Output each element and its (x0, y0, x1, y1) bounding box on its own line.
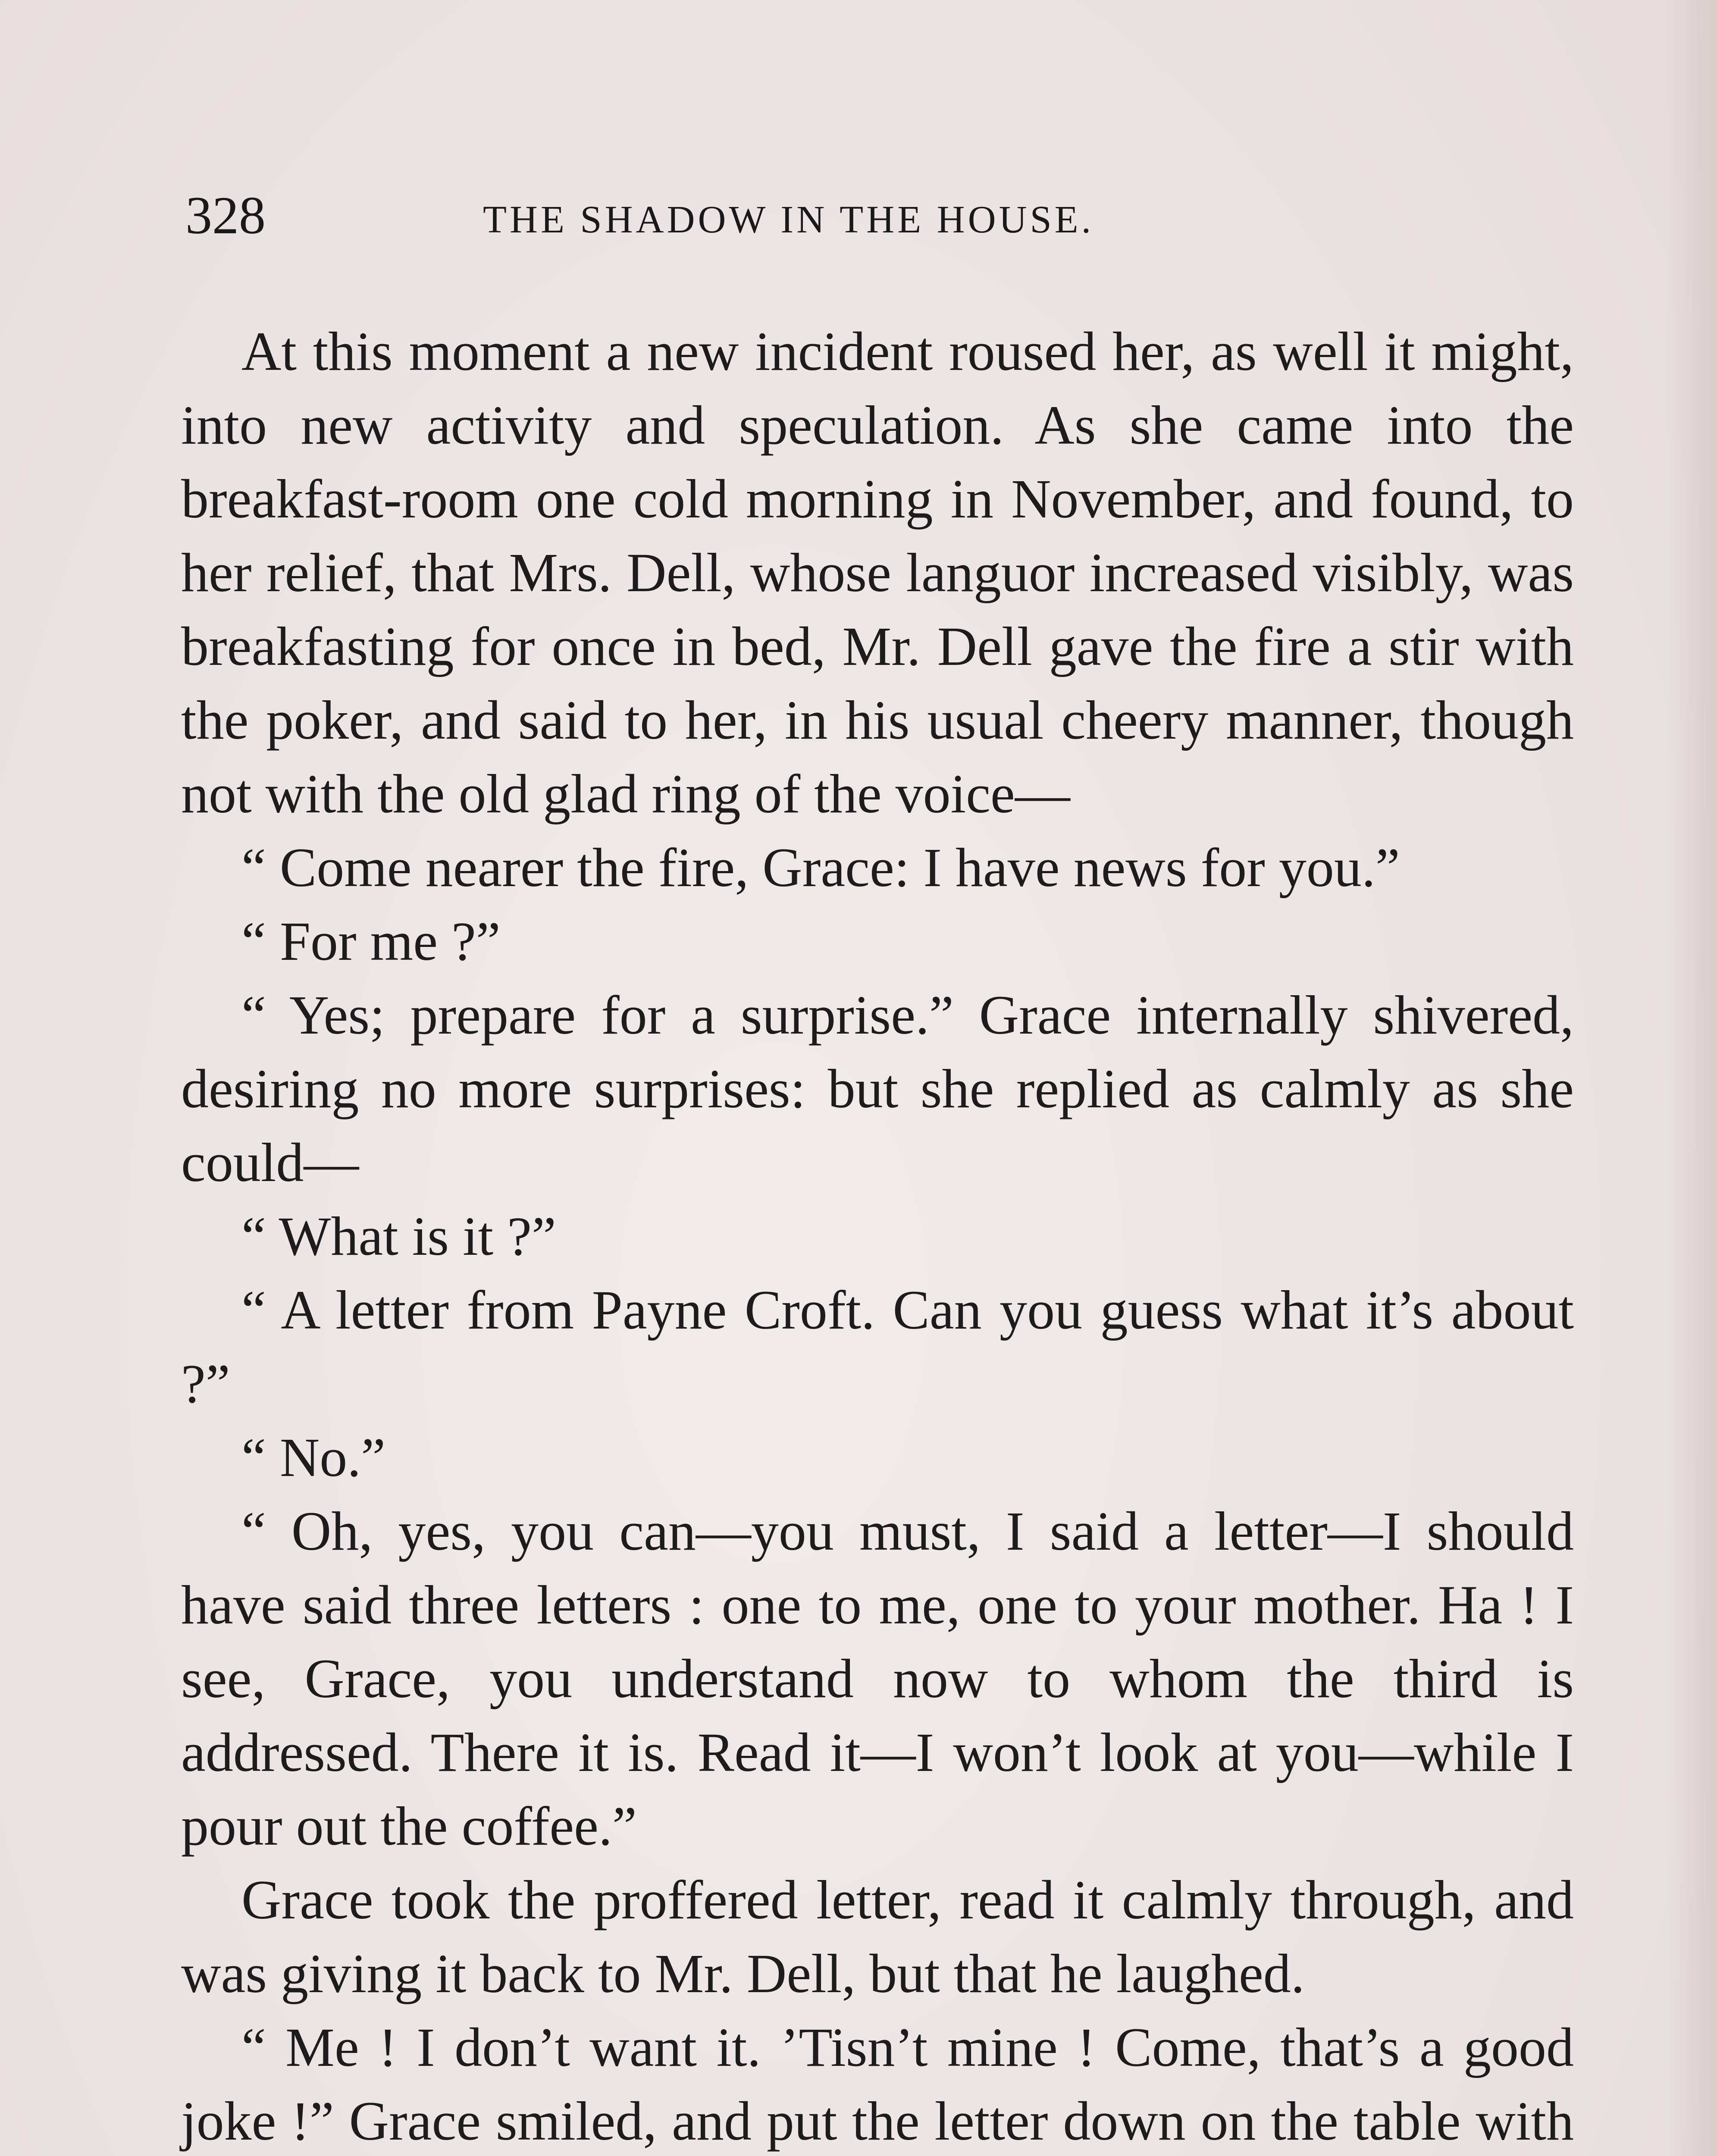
paragraph: “ Oh, yes, you can—you must, I said a letter—I should have said three letters : one to me, one to your mother. Ha ! I see, Grace, you understand now to whom the third is addressed. There it is. Read it—I won’t look at you—while I pour out the coffee.” (181, 1501, 1574, 1857)
paragraph: “ Me ! I don’t want it. ’Tisn’t mine ! Come, that’s a good joke !” Grace smiled, and put the letter down on the table with (181, 2017, 1574, 2152)
running-head: THE SHADOW IN THE HOUSE. (483, 198, 1094, 241)
paragraph: “ A letter from Payne Croft. Can you guess what it’s about ?” (181, 1279, 1574, 1414)
paragraph: “ No.” (241, 1427, 386, 1488)
paragraph: “ Come nearer the fire, Grace: I have news for you.” (241, 837, 1400, 898)
paragraph: At this moment a new incident roused her, as well it might, into new activity and speculation. As she came into the breakfast-room one cold morning in November, and found, to her relief, that Mrs. Dell, whose languor increased visibly, was breakfasting for once in bed, Mr. Dell gave the fire a stir with the poker, and said to her, in his usual cheery manner, though not with the old glad ring of the voice— (181, 321, 1574, 824)
paragraph: “ For me ?” (241, 911, 501, 972)
paragraph: “ Yes; prepare for a surprise.” Grace internally shivered, desiring no more surprises: but she replied as calmly as she could— (181, 984, 1574, 1193)
paragraph: Grace took the proffered letter, read it calmly through, and was giving it back to Mr. Dell, but that he laughed. (181, 1869, 1574, 2004)
page-edge-shadow (1665, 0, 1717, 2156)
page-header (185, 172, 1574, 259)
body-text (181, 315, 1574, 2156)
paragraph: “ What is it ?” (241, 1206, 556, 1267)
page-number: 328 (185, 186, 266, 245)
